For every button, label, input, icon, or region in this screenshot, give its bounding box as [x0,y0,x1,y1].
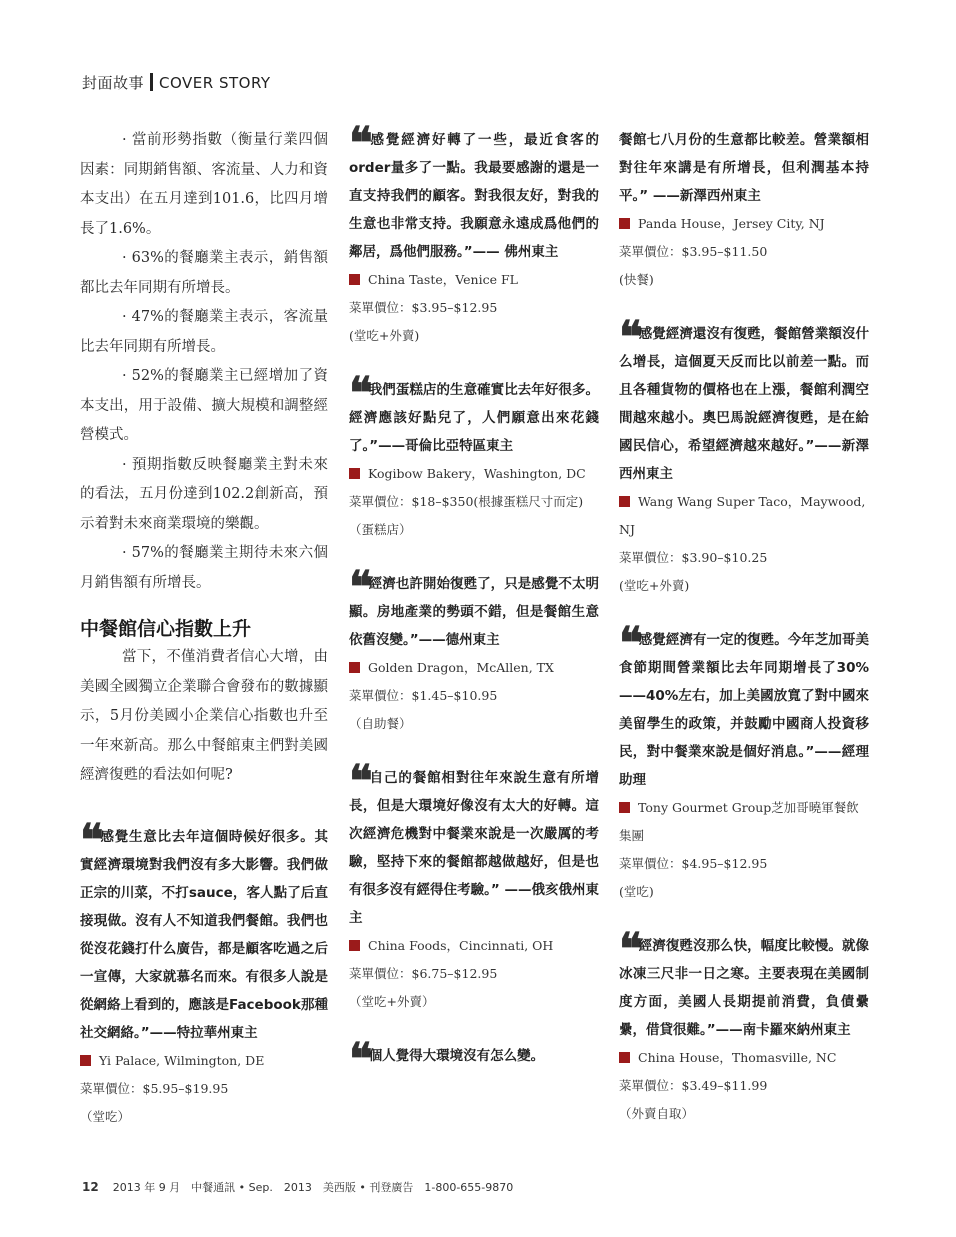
restaurant-name: China Foods，Cincinnati, OH [349,932,599,960]
page-number: 12 [82,1180,99,1194]
column-2 [349,118,599,1085]
quote-continuation: 餐館七八月份的生意都比較差。營業額相對往年來講是有所增長，但利潤基本持平。” ——新澤西州東主 [619,132,869,204]
footer-text: 2013 年 9 月 中餐通訊 • Sep. 2013 美西版 • 刊登廣告 1-800-655-9870 [112,1181,514,1194]
menu-price: 菜單價位：$5.95–$19.95 [80,1080,229,1096]
page-footer [82,1179,513,1195]
bullet-item: · 47%的餐廳業主表示，客流量比去年同期有所增長。 [80,309,328,355]
red-square-icon [80,1055,91,1066]
red-square-icon [349,940,360,951]
restaurant-name: Kogibow Bakery，Washington, DC [349,460,599,488]
bullet-item: · 52%的餐廳業主已經增加了資本支出，用于設備、擴大規模和調整經營模式。 [80,368,328,443]
section-heading: 中餐館信心指數上升 [80,618,252,640]
quote-mark-icon: ❝ [349,1034,367,1085]
quote-block [619,312,869,488]
quote-block [619,924,869,1044]
red-square-icon [349,468,360,479]
bullet-item: · 57%的餐廳業主期待未來六個月銷售額有所增長。 [80,545,328,591]
service-type: （堂吃） [80,1108,131,1124]
quote-mark-icon: ❝ [349,562,367,613]
menu-price: 菜單價位：$3.95–$11.50 [619,244,768,259]
column-3 [619,126,869,1128]
section-title-en: COVER STORY [159,74,271,92]
service-type: (堂吃+外賣) [349,328,420,343]
quote-block [80,814,328,1047]
column-1 [80,126,328,1131]
quote-text: 感覺經濟好轉了一些，最近食客的order量多了一點。我最要感謝的還是一直支持我們的顧客。對我很友好，對我的生意也非常支持。我願意永遠成爲他們的鄰居，爲他們服務。”—— 佛州東主 [349,132,599,260]
red-square-icon [349,662,360,673]
restaurant-name: China Taste，Venice FL [349,266,599,294]
red-square-icon [619,496,630,507]
red-square-icon [619,802,630,813]
quote-mark-icon: ❝ [80,814,98,866]
service-type: (堂吃+外賣) [619,578,690,593]
menu-price: 菜單價位：$3.90–$10.25 [619,550,768,565]
quote-block [349,1034,599,1085]
menu-price: 菜單價位：$3.49–$11.99 [619,1078,768,1093]
quote-block [349,368,599,460]
menu-price: 菜單價位：$3.95–$12.95 [349,300,498,315]
intro-paragraph: 當下，不僅消費者信心大增，由美國全國獨立企業聯合會發布的數據顯示，5月份美國小企業信心指數也升至一年來新高。那么中餐館東主們對美國經濟復甦的看法如何呢? [80,649,328,783]
quote-text: 我們蛋糕店的生意確實比去年好很多。經濟應該好點兒了，人們願意出來花錢了。”——哥倫比亞特區東主 [349,382,599,454]
quote-block [619,618,869,794]
quote-text: 感覺經濟有一定的復甦。今年芝加哥美食節期間營業額比去年同期增長了30%——40%左右，加上美國放寬了對中國來美留學生的政策，并鼓勵中國商人投資移民，對中餐業來說是個好消息。”——經理助理 [619,632,869,788]
quote-text: 感覺經濟還沒有復甦，餐館營業額沒什么增長，這個夏天反而比以前差一點。而且各種貨物的價格也在上漲，餐館利潤空間越來越小。奧巴馬說經濟復甦，是在給國民信心，希望經濟越來越好。”——新澤西州東主 [619,326,869,482]
restaurant-name: China House，Thomasville, NC [619,1044,869,1072]
quote-text: 自己的餐館相對往年來說生意有所增長，但是大環境好像沒有太大的好轉。這次經濟危機對中餐業來說是一次嚴厲的考驗，堅持下來的餐館都越做越好，但是也有很多沒有經得住考驗。” ——俄亥俄州東主 [349,770,599,926]
quote-text: 經濟也許開始復甦了，只是感覺不太明顯。房地產業的勢頭不錯，但是餐館生意依舊沒變。”——德州東主 [349,576,599,648]
service-type: （堂吃+外賣） [349,994,435,1009]
restaurant-name: Wang Wang Super Taco，Maywood, NJ [619,494,866,537]
restaurant-name: Panda House，Jersey City, NJ [619,210,869,238]
restaurant-name: Yi Palace, Wilmington, DE [80,1047,328,1075]
bullet-item: · 63%的餐廳業主表示，銷售額都比去年同期有所增長。 [80,250,328,296]
section-header [82,72,271,93]
service-type: （自助餐） [349,716,412,731]
divider [150,73,153,91]
quote-mark-icon: ❝ [349,756,367,807]
menu-price: 菜單價位：$6.75–$12.95 [349,966,498,981]
menu-price: 菜單價位：$18–$350(根據蛋糕尺寸而定) [349,494,584,509]
quote-mark-icon: ❝ [349,368,367,419]
service-type: (堂吃) [619,884,654,899]
quote-mark-icon: ❝ [349,118,367,169]
bullet-item: · 當前形勢指數（衡量行業四個因素：同期銷售額、客流量、人力和資本支出）在五月達到101.6，比四月增長了1.6%。 [80,132,328,237]
menu-price: 菜單價位：$4.95–$12.95 [619,856,768,871]
service-type: （蛋糕店） [349,522,412,537]
section-title-cn: 封面故事 [82,74,145,92]
service-type: （外賣自取） [619,1106,695,1121]
quote-mark-icon: ❝ [619,618,637,669]
menu-price: 菜單價位：$1.45–$10.95 [349,688,498,703]
bullet-item: · 預期指數反映餐廳業主對未來的看法，五月份達到102.2創新高，預示着對未來商業環境的樂觀。 [80,456,328,532]
quote-text: 經濟復甦沒那么快，幅度比較慢。就像冰凍三尺非一日之寒。主要表現在美國制度方面，美國人長期提前消費，負債纍纍，借貸很難。”——南卡羅來納州東主 [619,938,869,1038]
quote-mark-icon: ❝ [619,312,637,363]
quote-text: 個人覺得大環境沒有怎么變。 [368,1048,545,1064]
service-type: (快餐) [619,272,654,287]
red-square-icon [619,1052,630,1063]
red-square-icon [349,274,360,285]
restaurant-name: Tony Gourmet Group芝加哥曉軍餐飲集團 [619,800,859,843]
restaurant-name: Golden Dragon，McAllen, TX [349,654,599,682]
quote-block [349,118,599,266]
quote-block [349,562,599,654]
red-square-icon [619,218,630,229]
quote-block [349,756,599,932]
quote-text: 感覺生意比去年這個時候好很多。其實經濟環境對我們沒有多大影響。我們做正宗的川菜，不打sauce，客人點了后直接現做。沒有人不知道我們餐館。我們也從沒花錢打什么廣告，都是顧客吃過之后一宣傳，大家就慕名而來。有很多人說是從網絡上看到的，應該是Facebook那種社交網絡。”——特拉華州東主 [80,828,328,1041]
quote-mark-icon: ❝ [619,924,637,975]
